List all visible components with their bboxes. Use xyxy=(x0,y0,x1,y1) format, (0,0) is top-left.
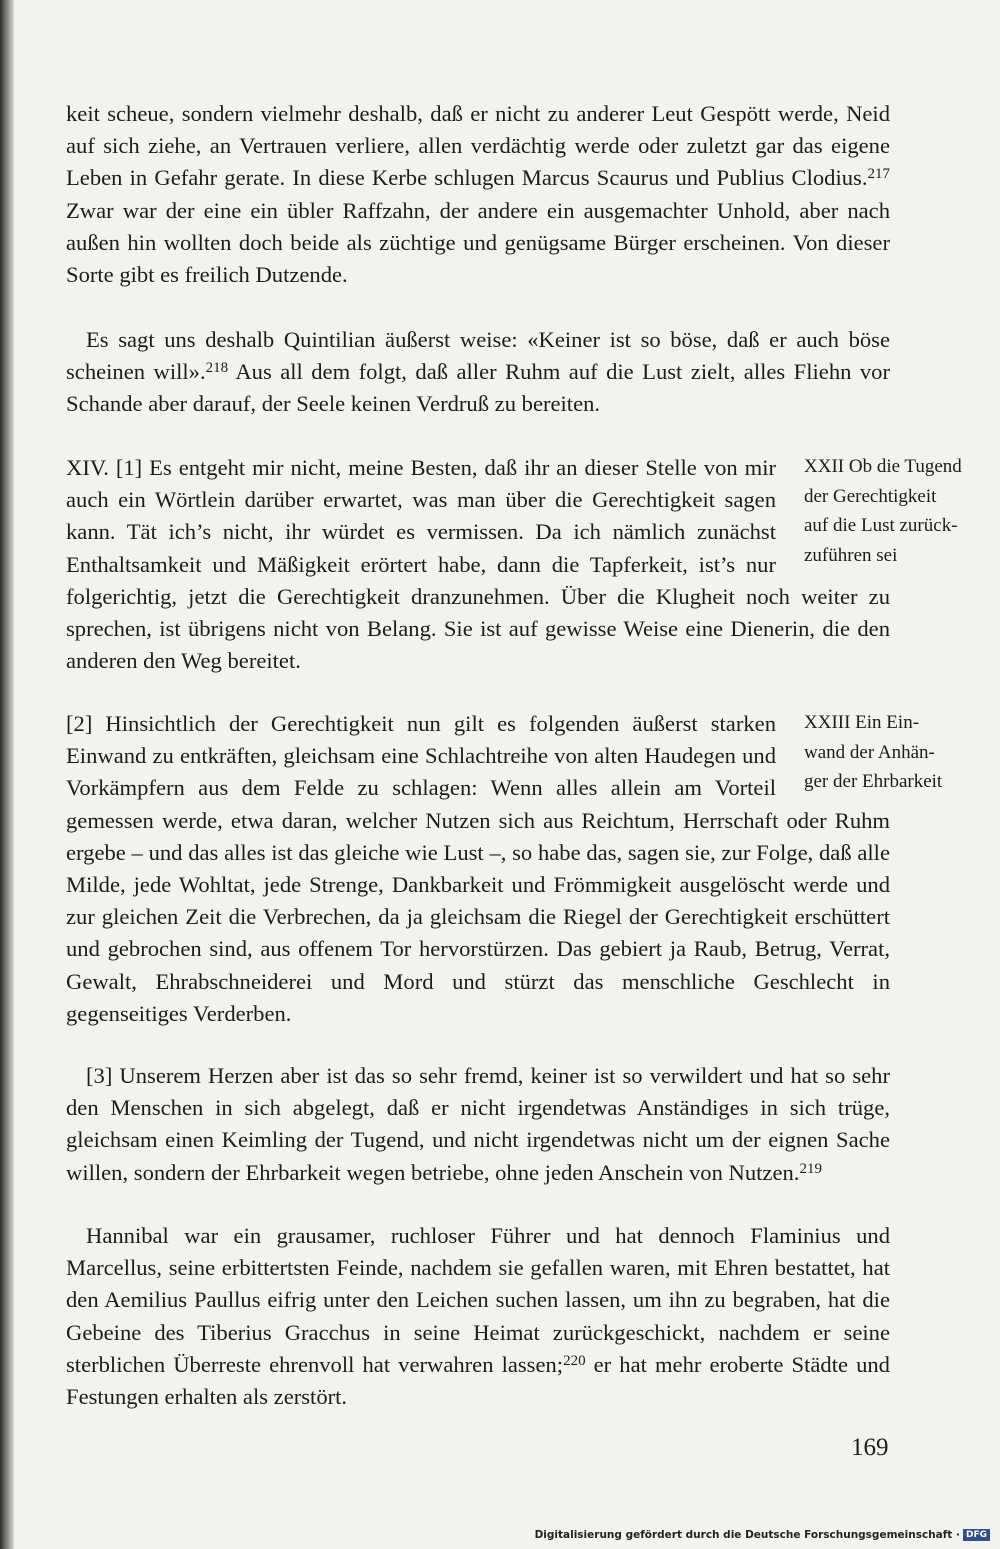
margin-note-line: auf die Lust zurück- xyxy=(804,515,958,536)
margin-note-line: XXII Ob die Tugend xyxy=(804,456,962,477)
paragraph-5 xyxy=(66,1060,890,1189)
footnote-ref-219: 219 xyxy=(799,1160,822,1177)
digitization-footer xyxy=(535,1529,990,1541)
footnote-ref-217: 217 xyxy=(867,166,890,183)
paragraph-6 xyxy=(66,1220,890,1413)
margin-note-line: wand der Anhän- xyxy=(804,741,935,763)
margin-note-line: ger der Ehrbarkeit xyxy=(804,771,943,792)
margin-note-line: XXIII Ein Ein- xyxy=(804,712,920,733)
paragraph-6-rest: er hat mehr eroberte Städte und Festungen erhalten als zerstört. xyxy=(66,1351,890,1410)
paragraph-6-text: Hannibal war ein grausamer, ruchloser Führer und hat dennoch Flaminius und Marcellus, seine erbittertsten Feinde, nachdem sie gefallen waren, mit Ehren bestattet, hat den Aemilius Paullus eifrig unter den Leichen suchen lassen, um ihn zu begraben, hat die Gebeine des Tiberius Gracchus in seine Heimat zurückgeschickt, nachdem er seine sterblichen Überreste ehrenvoll hat verwahren lassen; xyxy=(66,1223,890,1377)
book-spine-shadow xyxy=(0,0,14,1549)
footnote-ref-218: 218 xyxy=(205,360,229,377)
margin-note-xxiii xyxy=(804,708,1000,797)
paragraph-1-rest: Zwar war der eine ein übler Raffzahn, der andere ein ausgemachter Unhold, aber nach außen hin wollten doch beide als züchtige und genügsame Bürger erscheinen. Von dieser Sorte gibt es freilich Dutzende. xyxy=(66,197,890,288)
margin-note-line: zuführen sei xyxy=(804,544,898,566)
paragraph-1-text: keit scheue, sondern vielmehr deshalb, daß er nicht zu anderer Leut Gespött werde, Neid auf sich ziehe, an Vertrauen verliere, allen verdächtig werde oder zuletzt gar das eigene Leben in Gefahr gerate. In diese Kerbe schlugen Marcus Scaurus und Publius Clodius. xyxy=(66,101,890,191)
paragraph-4-text: [2] Hinsichtlich der Gerechtigkeit nun gilt es folgenden äußerst starken Einwand zu entkräften, gleichsam eine Schlachtreihe von alten Haudegen und Vorkämpfern aus dem Felde zu schlagen: Wenn alles allein am Vorteil gemessen werde, etwa daran, welcher Nutzen sich aus Reichtum, Herrschaft oder Ruhm ergebe – und das alles ist das gleiche wie Lust –, so habe das, sagen sie, zur Folge, daß alle Milde, jede Wohltat, jede Strenge, Dankbarkeit und Frömmigkeit ausgelöscht werde und zur gleichen Zeit die Verbrechen, da ja gleichsam die Riegel der Gerechtigkeit erschüttert und gebrochen sind, aus offenem Tor hervorstürzen. Das gebiert ja Raub, Betrug, Verrat, Gewalt, Ehrabschneiderei und Mord und stürzt das menschliche Geschlecht in gegenseitiges Verderben. xyxy=(66,711,890,1026)
paragraph-3-text: XIV. [1] Es entgeht mir nicht, meine Besten, daß ihr an dieser Stelle von mir auch ein Wörtlein darüber erwartet, was man über die Gerechtigkeit sagen kann. Tät ich’s nicht, ihr würdet es vermissen. Da ich nämlich zunächst Enthaltsamkeit und Mäßigkeit erörtert habe, dann die Tapferkeit, ist’s nur folgerichtig, jetzt die Gerechtigkeit dranzunehmen. Über die Klugheit noch weiter zu sprechen, ist übrigens nicht von Belang. Sie ist auf gewisse Weise eine Dienerin, die den anderen den Weg bereitet. xyxy=(66,455,890,674)
paragraph-2-rest: Aus all dem folgt, daß aller Ruhm auf die Lust zielt, alles Fliehn vor Schande aber darauf, der Seele keinen Verdruß zu bereiten. xyxy=(66,359,890,417)
paragraph-1 xyxy=(66,98,890,291)
margin-note-xxii xyxy=(804,452,1000,570)
paragraph-5-text: [3] Unserem Herzen aber ist das so sehr fremd, keiner ist so verwildert und hat so sehr den Menschen in sich abgelegt, daß er nicht irgendetwas Anständiges in sich trüge, gleichsam einen Keimling der Tugend, und nicht irgendetwas nicht um der eignen Sache willen, sondern der Ehrbarkeit wegen betriebe, ohne jeden Anschein von Nutzen. xyxy=(66,1063,890,1185)
footnote-ref-220: 220 xyxy=(563,1352,586,1369)
page-number: 169 xyxy=(851,1434,889,1461)
dfg-logo-icon: DFG xyxy=(963,1529,990,1541)
paragraph-2 xyxy=(66,324,890,421)
paragraph-4 xyxy=(66,708,943,1030)
footer-text: Digitalisierung gefördert durch die Deutsche Forschungsgemeinschaft · xyxy=(534,1529,960,1541)
margin-note-line: der Gerechtigkeit xyxy=(804,485,937,507)
paragraph-3 xyxy=(66,452,962,677)
paragraph-2-text: Es sagt uns deshalb Quintilian äußerst weise: «Keiner ist so böse, daß er auch böse scheinen will». xyxy=(66,327,890,385)
